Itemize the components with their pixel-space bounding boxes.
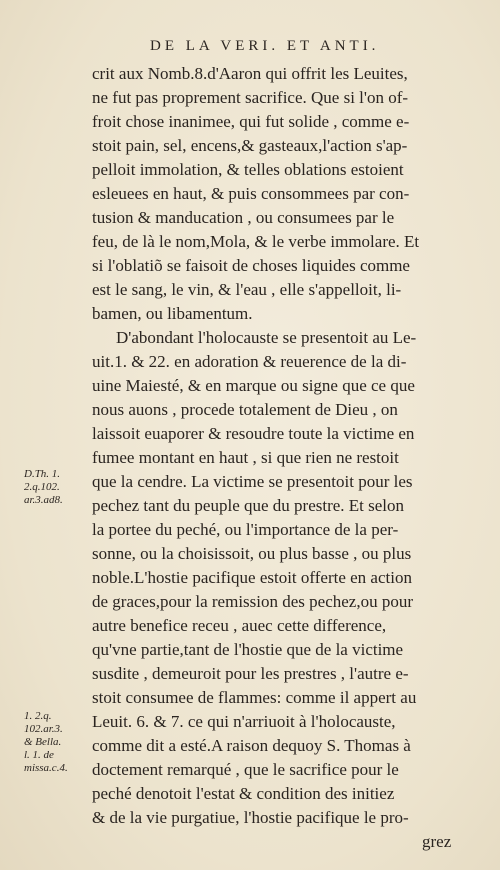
text-line: la portee du peché, ou l'importance de la per- [92, 520, 399, 539]
text-line: fumee montant en haut , si que rien ne restoit [92, 448, 399, 467]
text-line: bamen, ou libamentum. [92, 304, 253, 323]
text-line: qu'vne partie,tant de l'hostie que de la victime [92, 640, 404, 659]
text-line: uit.1. & 22. en adoration & reuerence de la di- [92, 352, 407, 371]
text-line: D'abondant l'holocauste se presentoit au Le- [116, 328, 417, 347]
margin-note-line: ar.3.ad8. [24, 494, 63, 506]
margin-note-line: D.Th. 1. [24, 468, 61, 480]
text-line: est le sang, le vin, & l'eau , elle s'appelloit, li- [92, 280, 402, 299]
margin-note-reference [24, 710, 68, 775]
text-line: stoit pain, sel, encens,& gasteaux,l'action s'ap- [92, 136, 408, 155]
text-line: si l'oblatiõ se faisoit de choses liquides comme [92, 256, 410, 275]
running-header: DE LA VERI. ET ANTI. [150, 38, 380, 54]
margin-note-reference [24, 468, 63, 507]
text-line: Leuit. 6. & 7. ce qui n'arriuoit à l'holocauste, [92, 712, 396, 731]
text-line: que la cendre. La victime se presentoit pour les [92, 472, 413, 491]
text-line: sonne, ou la choisissoit, ou plus basse , ou plus [92, 544, 412, 563]
text-line: doctement remarqué , que le sacrifice pour le [92, 760, 399, 779]
text-line: pechez tant du peuple que du prestre. Et selon [92, 496, 405, 515]
text-line: tusion & manducation , ou consumees par le [92, 208, 395, 227]
text-line: grez [422, 832, 452, 851]
margin-note-line: 102.ar.3. [24, 723, 63, 735]
text-line: & de la vie purgatiue, l'hostie pacifique le pro- [92, 808, 409, 827]
margin-note-line: missa.c.4. [24, 762, 68, 774]
margin-note-line: 1. 2.q. [24, 710, 52, 722]
text-line: de graces,pour la remission des pechez,ou pour [92, 592, 413, 611]
text-line: froit chose inanimee, qui fut solide , comme e- [92, 112, 410, 131]
text-line: autre benefice receu , auec cette difference, [92, 616, 387, 635]
text-line: comme dit a esté.A raison dequoy S. Thomas à [92, 736, 411, 755]
text-line: pelloit immolation, & telles oblations estoient [92, 160, 404, 179]
text-line: noble.L'hostie pacifique estoit offerte en action [92, 568, 412, 587]
text-line: stoit consumee de flammes: comme il appert au [92, 688, 417, 707]
text-line: esleuees en haut, & puis consommees par con- [92, 184, 410, 203]
text-line: nous auons , procede totalement de Dieu , on [92, 400, 398, 419]
margin-note-line: l. 1. de [24, 749, 54, 761]
margin-note-line: & Bella. [24, 736, 62, 748]
text-line: crit aux Nomb.8.d'Aaron qui offrit les Leuites, [92, 64, 408, 83]
text-line: uine Maiesté, & en marque ou signe que ce que [92, 376, 415, 395]
text-line: feu, de là le nom,Mola, & le verbe immolare. Et [92, 232, 420, 251]
text-line: peché denotoit l'estat & condition des initiez [92, 784, 395, 803]
text-line: susdite , demeuroit pour les prestres , l'autre e- [92, 664, 409, 683]
text-line: ne fut pas proprement sacrifice. Que si l'on of- [92, 88, 409, 107]
margin-note-line: 2.q.102. [24, 481, 60, 493]
text-line: laissoit euaporer & resoudre toute la victime en [92, 424, 415, 443]
body-text [92, 62, 468, 854]
